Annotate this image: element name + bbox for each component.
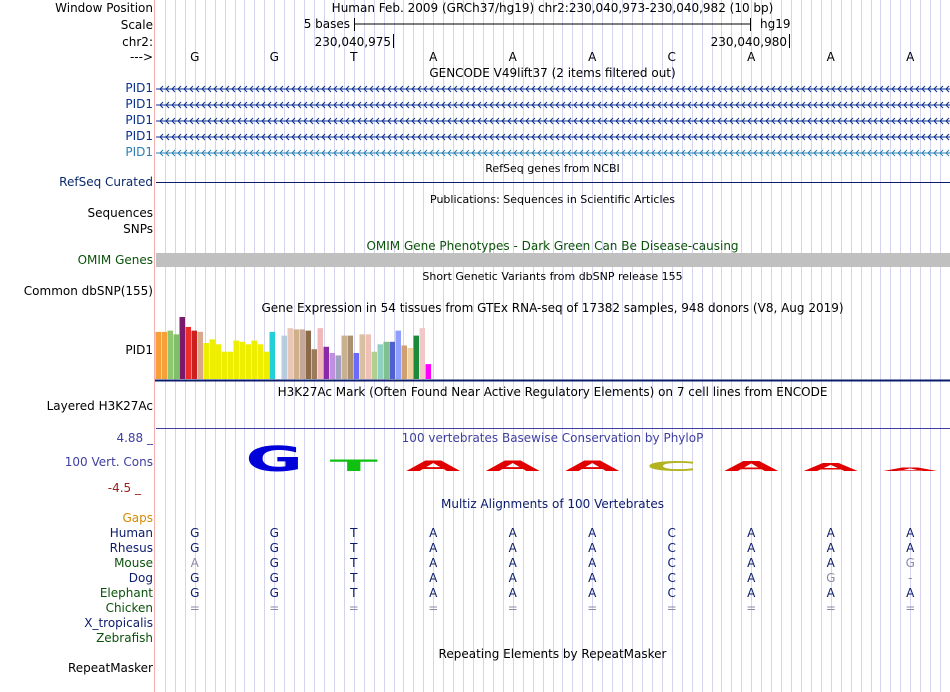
ruler-base: A (508, 50, 517, 64)
gtex-tissue-bar (360, 334, 366, 379)
gtex-tissue-bar (282, 336, 288, 379)
gtex-tissue-bar (198, 332, 204, 379)
multiz-base: C (667, 541, 676, 555)
snps-label[interactable]: SNPs (123, 222, 153, 236)
multiz-base: = (825, 601, 836, 615)
gtex-tissue-bar (186, 327, 192, 379)
repeatmasker-label[interactable]: RepeatMasker (67, 661, 153, 675)
gtex-tissue-bar (294, 329, 300, 379)
ruler-base: C (667, 50, 676, 64)
gtex-title[interactable]: Gene Expression in 54 tissues from GTEx RNA-seq of 17382 samples, 948 donors (V8, Aug 2019) (261, 301, 844, 315)
gtex-tissue-bar (372, 352, 378, 379)
gtex-tissue-bar (324, 347, 330, 379)
dbsnp-title[interactable]: Short Genetic Variants from dbSNP release 155 (422, 270, 683, 283)
window-position-label: Window Position (55, 1, 153, 15)
multiz-base: G (269, 571, 279, 585)
gtex-tissue-bar (258, 344, 264, 379)
phylop-logo-letter: A (803, 461, 858, 474)
gtex-tissue-bar (420, 328, 426, 379)
multiz-base: A (508, 541, 517, 555)
ruler-base: A (429, 50, 438, 64)
multiz-base: A (747, 541, 756, 555)
multiz-base: = (746, 601, 757, 615)
gtex-tissue-bar (348, 336, 354, 379)
multiz-species-label[interactable]: Mouse (114, 556, 153, 570)
gencode-transcript-label[interactable]: PID1 (125, 145, 153, 159)
refseq-gene-line[interactable] (156, 182, 950, 183)
gtex-tissue-bar (384, 342, 390, 379)
multiz-base: T (350, 556, 358, 570)
multiz-base: T (350, 571, 358, 585)
ruler-base: G (269, 50, 279, 64)
gtex-label[interactable]: PID1 (125, 343, 153, 357)
gtex-tissue-bar (174, 334, 180, 379)
multiz-base: = (507, 601, 518, 615)
gtex-tissue-bar (426, 364, 432, 379)
multiz-base: = (189, 601, 200, 615)
multiz-base: A (429, 541, 438, 555)
ruler-title[interactable]: Human Feb. 2009 (GRCh37/hg19) chr2:230,040,973-230,040,982 (10 bp) (331, 1, 774, 15)
gtex-bar-chart[interactable] (155, 315, 950, 383)
multiz-base: T (350, 526, 358, 540)
multiz-base: A (588, 586, 597, 600)
multiz-base: G (190, 541, 200, 555)
gencode-transcript[interactable] (156, 99, 950, 111)
multiz-base: A (747, 571, 756, 585)
gtex-tissue-bar (252, 341, 258, 379)
phylop-logo-letter: A (724, 458, 779, 475)
gencode-transcript[interactable] (156, 147, 950, 159)
multiz-base: A (747, 556, 756, 570)
multiz-base: C (667, 526, 676, 540)
gtex-tissue-bar (402, 346, 408, 379)
ruler-base: T (350, 50, 358, 64)
phylop-label[interactable]: 100 Vert. Cons (64, 455, 153, 469)
gtex-tissue-bar (342, 336, 348, 379)
gtex-tissue-bar (222, 352, 228, 379)
omim-gene-bar[interactable] (156, 253, 950, 267)
gtex-tissue-bar (366, 334, 372, 379)
multiz-base: G (269, 541, 279, 555)
multiz-base: = (269, 601, 280, 615)
multiz-base: A (429, 526, 438, 540)
multiz-base: A (826, 586, 835, 600)
multiz-base: G (190, 526, 200, 540)
multiz-base: A (588, 541, 597, 555)
gencode-transcript[interactable] (156, 115, 950, 127)
gtex-tissue-bar (168, 331, 174, 379)
multiz-species-label[interactable]: Chicken (105, 601, 153, 615)
multiz-base: G (269, 586, 279, 600)
multiz-base: T (350, 541, 358, 555)
gtex-tissue-bar (312, 349, 318, 379)
gencode-transcript[interactable] (156, 83, 950, 95)
gtex-tissue-bar (162, 332, 168, 379)
multiz-title[interactable]: Multiz Alignments of 100 Vertebrates (440, 497, 665, 511)
coord-right-tick (789, 34, 790, 48)
gtex-tissue-bar (180, 317, 186, 379)
multiz-species-label[interactable]: Zebrafish (96, 631, 153, 645)
multiz-base: = (428, 601, 439, 615)
multiz-base: G (826, 571, 836, 585)
omim-label[interactable]: OMIM Genes (77, 253, 153, 267)
gtex-tissue-bar (264, 352, 270, 379)
gtex-tissue-bar (354, 353, 360, 379)
publications-title[interactable]: Publications: Sequences in Scientific Articles (430, 193, 675, 206)
gtex-tissue-bar (390, 342, 396, 379)
sequences-label[interactable]: Sequences (87, 206, 153, 220)
multiz-base: A (190, 556, 199, 570)
multiz-base: G (269, 526, 279, 540)
multiz-base: = (587, 601, 598, 615)
dbsnp-label[interactable]: Common dbSNP(155) (23, 284, 153, 298)
scale-text: 5 bases (303, 17, 350, 31)
multiz-base: G (190, 571, 200, 585)
coord-left: 230,040,975 (314, 35, 391, 49)
multiz-base: C (667, 571, 676, 585)
ruler-base: A (826, 50, 835, 64)
multiz-base: A (826, 556, 835, 570)
gaps-label[interactable]: Gaps (122, 511, 153, 525)
multiz-base: = (905, 601, 916, 615)
ruler-base: G (190, 50, 200, 64)
multiz-base: A (429, 586, 438, 600)
multiz-species-label[interactable]: Elephant (99, 586, 153, 600)
gtex-tissue-bar (306, 331, 312, 379)
multiz-base: G (190, 586, 200, 600)
multiz-base: C (667, 586, 676, 600)
scale-label: Scale (120, 18, 153, 32)
multiz-base: A (508, 586, 517, 600)
multiz-base: A (906, 526, 915, 540)
phylop-logo[interactable] (155, 445, 950, 475)
multiz-species-label[interactable]: Dog (128, 571, 153, 585)
repeatmasker-title[interactable]: Repeating Elements by RepeatMasker (438, 647, 667, 661)
multiz-base: G (269, 556, 279, 570)
phylop-title[interactable]: 100 vertebrates Basewise Conservation by PhyloP (401, 431, 704, 445)
coord-right: 230,040,980 (710, 35, 787, 49)
scale-bar (350, 16, 755, 32)
phylop-logo-letter: A (565, 457, 620, 475)
refseq-title[interactable]: RefSeq genes from NCBI (485, 162, 620, 175)
gencode-transcript-label[interactable]: PID1 (125, 129, 153, 143)
refseq-label[interactable]: RefSeq Curated (59, 175, 153, 189)
multiz-base: A (429, 556, 438, 570)
gtex-tissue-bar (246, 344, 252, 379)
multiz-base: A (588, 571, 597, 585)
gencode-title[interactable]: GENCODE V49lift37 (2 items filtered out) (429, 66, 676, 80)
phylop-logo-letter: G (245, 445, 304, 475)
phylop-logo-letter: A (883, 467, 938, 473)
phylop-logo-letter: T (329, 456, 378, 475)
multiz-base: A (747, 526, 756, 540)
multiz-base: A (588, 556, 597, 570)
gencode-transcript-label[interactable]: PID1 (125, 113, 153, 127)
gtex-tissue-bar (156, 332, 162, 379)
phylop-logo-letter: C (645, 458, 698, 475)
phylop-logo-letter: A (406, 457, 461, 475)
gtex-tissue-bar (234, 341, 240, 379)
phylop-logo-letter: A (485, 457, 540, 475)
multiz-base: A (826, 526, 835, 540)
gtex-tissue-bar (336, 355, 342, 379)
multiz-base: A (906, 541, 915, 555)
h3k27ac-title[interactable]: H3K27Ac Mark (Often Found Near Active Regulatory Elements) on 7 cell lines from ENCODE (277, 385, 828, 399)
gtex-tissue-bar (396, 331, 402, 379)
gtex-tissue-bar (318, 328, 324, 379)
scale-assembly: hg19 (760, 17, 791, 31)
gencode-transcript[interactable] (156, 131, 950, 143)
multiz-base: - (908, 571, 913, 585)
h3k27ac-label[interactable]: Layered H3K27Ac (46, 399, 153, 413)
phylop-min: -4.5 _ (107, 481, 141, 495)
gencode-transcript-label[interactable]: PID1 (125, 97, 153, 111)
omim-title[interactable]: OMIM Gene Phenotypes - Dark Green Can Be Disease-causing (366, 239, 739, 253)
gtex-tissue-bar (216, 344, 222, 379)
gtex-tissue-bar (228, 352, 234, 379)
multiz-base: A (508, 526, 517, 540)
multiz-base: A (826, 541, 835, 555)
multiz-base: A (508, 571, 517, 585)
multiz-species-label[interactable]: Human (109, 526, 153, 540)
gtex-tissue-bar (378, 344, 384, 379)
multiz-base: = (666, 601, 677, 615)
multiz-base: A (747, 586, 756, 600)
multiz-base: A (588, 526, 597, 540)
gtex-tissue-bar (300, 329, 306, 379)
gtex-tissue-bar (330, 353, 336, 379)
gtex-tissue-bar (408, 348, 414, 379)
coord-left-tick (393, 34, 394, 48)
multiz-species-label[interactable]: X_tropicalis (84, 616, 153, 630)
multiz-base: A (429, 571, 438, 585)
ruler-base: A (747, 50, 756, 64)
chr-label: chr2: (122, 35, 153, 49)
gtex-tissue-bar (240, 342, 246, 379)
multiz-base: T (350, 586, 358, 600)
strand-label: ---> (129, 50, 153, 64)
gtex-tissue-bar (204, 343, 210, 379)
phylop-max: 4.88 _ (116, 431, 153, 445)
ruler-base: A (588, 50, 597, 64)
multiz-species-label[interactable]: Rhesus (109, 541, 153, 555)
multiz-base: C (667, 556, 676, 570)
gtex-tissue-bar (414, 336, 420, 379)
multiz-base: A (906, 586, 915, 600)
gtex-tissue-bar (192, 331, 198, 379)
gencode-transcript-label[interactable]: PID1 (125, 81, 153, 95)
gtex-tissue-bar (270, 332, 276, 379)
ruler-base: A (906, 50, 915, 64)
multiz-base: G (905, 556, 915, 570)
gtex-tissue-bar (288, 328, 294, 379)
gtex-tissue-bar (210, 339, 216, 379)
multiz-base: A (508, 556, 517, 570)
multiz-base: = (348, 601, 359, 615)
h3k27ac-baseline (156, 428, 950, 429)
